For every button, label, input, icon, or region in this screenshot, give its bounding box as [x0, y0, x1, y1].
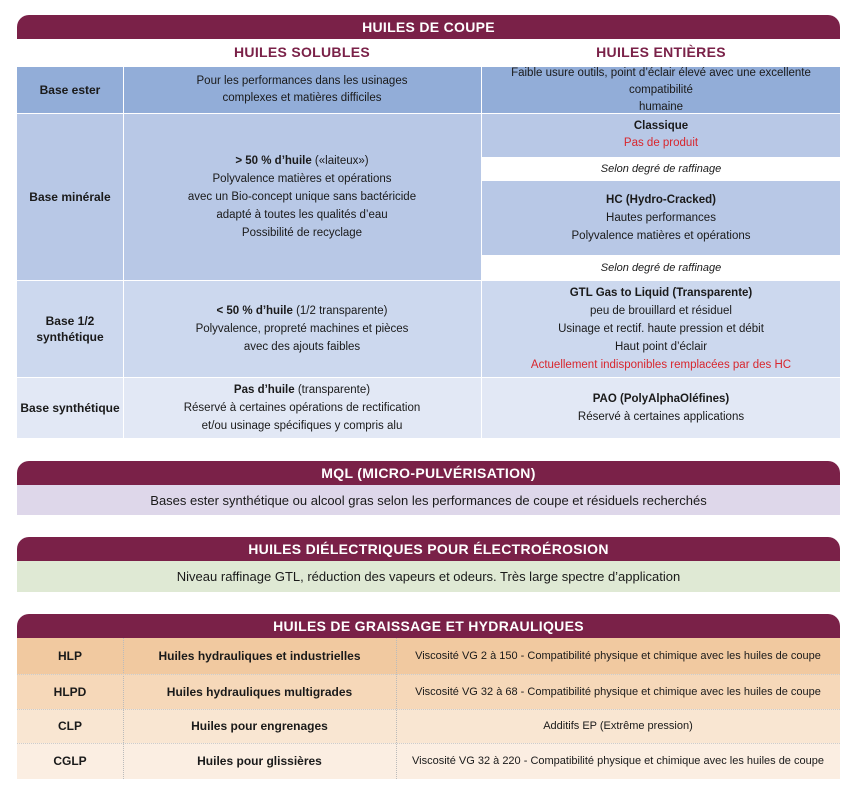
- gtl-cell: [482, 281, 840, 377]
- hc-cell: [482, 182, 840, 254]
- ester-entire: [482, 67, 840, 113]
- dielectric-text: Niveau raffinage GTL, réduction des vapeurs et odeurs. Très large spectre d’application: [176, 569, 681, 584]
- greasing-desc: [396, 638, 840, 674]
- divider: [17, 709, 840, 710]
- raffinage-cell-1: [482, 157, 840, 181]
- text-line: Réservé à certaines opérations de rectification: [183, 402, 421, 414]
- greasing-code: [17, 743, 123, 779]
- divider: [123, 67, 124, 438]
- raffinage-cell-2: [482, 255, 840, 280]
- hc-title: HC (Hydro-Cracked): [606, 194, 716, 206]
- minerale-soluble: [123, 114, 481, 280]
- text-line: Polyvalence matières et opérations: [212, 173, 392, 185]
- mql-band: [17, 485, 840, 515]
- divider: [17, 113, 840, 114]
- text-line: avec un Bio-concept unique sans bactéricide: [187, 191, 417, 203]
- text-line: [235, 152, 368, 170]
- ester-soluble: [123, 67, 481, 113]
- row-label-minerale: [17, 114, 123, 280]
- code-text: CLP: [58, 719, 82, 733]
- row-label-synth: [17, 378, 123, 438]
- text-line: Usinage et rectif. haute pression et débit: [558, 323, 764, 335]
- divider: [17, 377, 840, 378]
- code-text: HLPD: [53, 684, 87, 699]
- divider: [17, 743, 840, 744]
- row-label-ester: [17, 67, 123, 113]
- desc-text: Viscosité VG 32 à 68 - Compatibilité physique et chimique avec les huiles de coupe: [415, 685, 821, 698]
- mql-header: MQL (MICRO-PULVÉRISATION): [17, 461, 840, 485]
- text-line: Polyvalence matières et opérations: [571, 230, 751, 242]
- gtl-title: GTL Gas to Liquid (Transparente): [569, 287, 753, 299]
- bold-text: Pas d’huile: [233, 384, 295, 396]
- bold-text: > 50 % d’huile: [235, 155, 312, 167]
- text-line: peu de brouillard et résiduel: [590, 305, 732, 317]
- label-text: Base 1/2: [45, 314, 95, 328]
- semi-soluble: [123, 281, 481, 377]
- col-header-soluble: HUILES SOLUBLES: [234, 44, 370, 60]
- greasing-name: [123, 709, 396, 743]
- greasing-code: [17, 638, 123, 674]
- dielectric-band: [17, 561, 840, 592]
- cutting-oils-header: HUILES DE COUPE: [17, 15, 840, 39]
- classique-title: Classique: [633, 120, 689, 132]
- greasing-code: [17, 674, 123, 709]
- desc-text: Additifs EP (Extrême pression): [543, 720, 693, 732]
- text-line: Haut point d’éclair: [614, 341, 708, 353]
- gtl-note: Actuellement indisponibles remplacées par des HC: [530, 359, 792, 371]
- name-text: Huiles hydrauliques multigrades: [166, 684, 353, 699]
- text-line: [234, 381, 370, 399]
- classique-note: Pas de produit: [623, 137, 699, 149]
- code-text: HLP: [58, 649, 82, 663]
- name-text: Huiles pour glissières: [197, 754, 322, 768]
- greasing-desc: [396, 743, 840, 779]
- label-text: synthétique: [36, 330, 104, 344]
- classique-cell: [482, 114, 840, 156]
- greasing-name: [123, 743, 396, 779]
- pao-cell: [482, 378, 840, 438]
- name-text: Huiles pour engrenages: [191, 719, 328, 733]
- text-line: humaine: [638, 100, 684, 113]
- text-line: et/ou usinage spécifiques y compris alu: [201, 420, 403, 432]
- divider: [17, 280, 840, 281]
- pao-title: PAO (PolyAlphaOléfines): [592, 393, 730, 405]
- text-line: [217, 302, 388, 320]
- raffinage-text: Selon degré de raffinage: [600, 261, 722, 274]
- text-line: adapté à toutes les qualités d’eau: [216, 209, 388, 221]
- greasing-desc: [396, 709, 840, 743]
- text-line: Polyvalence, propreté machines et pièces: [195, 323, 409, 335]
- code-text: CGLP: [53, 754, 87, 768]
- col-header-entire: HUILES ENTIÈRES: [596, 44, 726, 60]
- row-label-semi: [17, 281, 123, 377]
- greasing-desc: [396, 674, 840, 709]
- synth-soluble: [123, 378, 481, 438]
- desc-text: Viscosité VG 2 à 150 - Compatibilité physique et chimique avec les huiles de coupe: [415, 650, 821, 662]
- text-line: Hautes performances: [606, 212, 716, 224]
- divider: [17, 674, 840, 675]
- name-text: Huiles hydrauliques et industrielles: [158, 649, 361, 663]
- mql-text: Bases ester synthétique ou alcool gras selon les performances de coupe et résiduels recherchés: [150, 492, 707, 508]
- text-line: Pour les performances dans les usinages: [196, 75, 408, 87]
- text-line: Faible usure outils, point d’éclair élevé avec une excellente compatibilité: [511, 66, 811, 96]
- text-line: complexes et matières difficiles: [222, 92, 382, 104]
- divider: [481, 67, 482, 438]
- raffinage-text: Selon degré de raffinage: [600, 163, 722, 175]
- label-text: Base ester: [39, 83, 101, 97]
- bold-text: < 50 % d’huile: [216, 305, 293, 317]
- paren-text: («laiteux»): [311, 155, 369, 167]
- label-text: Base minérale: [29, 190, 111, 204]
- label-text: Base synthétique: [20, 401, 120, 415]
- greasing-code: [17, 709, 123, 743]
- greasing-name: [123, 674, 396, 709]
- text-line: Réservé à certaines applications: [577, 411, 745, 423]
- paren-text: (1/2 transparente): [292, 305, 388, 317]
- greasing-header: HUILES DE GRAISSAGE ET HYDRAULIQUES: [17, 614, 840, 638]
- dielectric-header: HUILES DIÉLECTRIQUES POUR ÉLECTROÉROSION: [17, 537, 840, 561]
- text-line: avec des ajouts faibles: [243, 341, 361, 353]
- greasing-name: [123, 638, 396, 674]
- desc-text: Viscosité VG 32 à 220 - Compatibilité physique et chimique avec les huiles de coupe: [412, 755, 824, 767]
- paren-text: (transparente): [294, 384, 371, 396]
- text-line: Possibilité de recyclage: [241, 227, 363, 239]
